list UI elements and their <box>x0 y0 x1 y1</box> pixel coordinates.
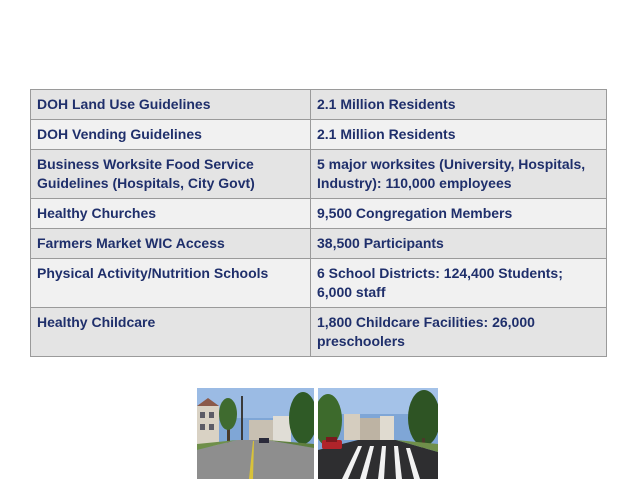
table-row <box>31 229 607 259</box>
table-row <box>31 120 607 150</box>
table-row <box>31 150 607 199</box>
street-after-crosswalk-photo <box>318 388 438 479</box>
program-cell: Business Worksite Food Service Guidelines (Hospitals, City Govt) <box>31 150 311 199</box>
program-cell: Healthy Childcare <box>31 308 311 357</box>
table-row <box>31 199 607 229</box>
program-cell: Physical Activity/Nutrition Schools <box>31 259 311 308</box>
reach-cell: 38,500 Participants <box>311 229 607 259</box>
reach-cell: 9,500 Congregation Members <box>311 199 607 229</box>
table-row <box>31 259 607 308</box>
table-row <box>31 90 607 120</box>
program-cell: Farmers Market WIC Access <box>31 229 311 259</box>
program-cell: Healthy Churches <box>31 199 311 229</box>
reach-cell: 1,800 Childcare Facilities: 26,000 preschoolers <box>311 308 607 357</box>
reach-cell: 2.1 Million Residents <box>311 90 607 120</box>
program-cell: DOH Land Use Guidelines <box>31 90 311 120</box>
programs-table <box>30 89 607 357</box>
reach-cell: 6 School Districts: 124,400 Students; 6,000 staff <box>311 259 607 308</box>
reach-cell: 5 major worksites (University, Hospitals, Industry): 110,000 employees <box>311 150 607 199</box>
table-row <box>31 308 607 357</box>
reach-cell: 2.1 Million Residents <box>311 120 607 150</box>
program-cell: DOH Vending Guidelines <box>31 120 311 150</box>
street-before-photo <box>197 388 314 479</box>
